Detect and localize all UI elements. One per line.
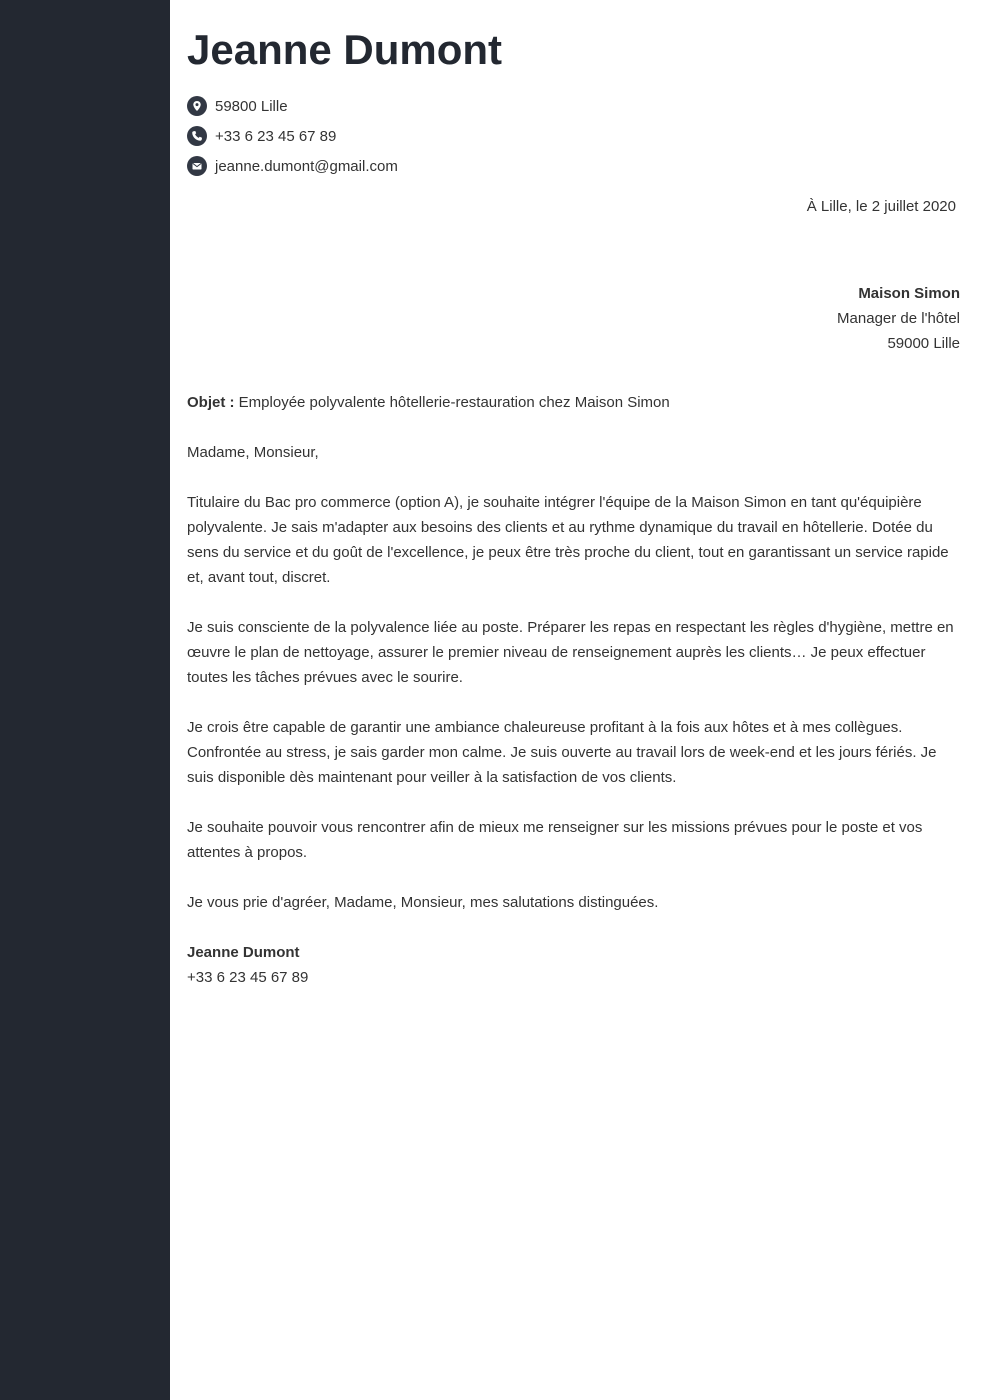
subject-text: Employée polyvalente hôtellerie-restauration chez Maison Simon — [238, 394, 670, 411]
sidebar — [0, 0, 170, 1400]
envelope-icon — [187, 156, 207, 176]
paragraph-2: Je suis consciente de la polyvalence liée au poste. Préparer les repas en respectant les règles d'hygiène, mettre en œuvre le plan de nettoyage, assurer le premier niveau de renseignement auprès les clients… Je peux effectuer toutes les tâches prévues avec le sourire. — [187, 619, 954, 686]
map-pin-icon — [187, 96, 207, 116]
recipient-block — [837, 281, 960, 356]
letter-date: À Lille, le 2 juillet 2020 — [806, 198, 956, 215]
phone-text: +33 6 23 45 67 89 — [215, 127, 337, 145]
paragraph-1: Titulaire du Bac pro commerce (option A), je souhaite intégrer l'équipe de la Maison Simon en tant qu'équipière polyvalente. Je sais m'adapter aux besoins des clients et au rythme dynamique du travail en hôtellerie. Dotée du sens du service et du goût de l'excellence, je peux être très proche du client, tout en garantissant un service rapide et, avant tout, discret. — [187, 494, 949, 586]
subject-line — [187, 390, 960, 415]
email-text: jeanne.dumont@gmail.com — [215, 157, 398, 175]
contact-address — [187, 91, 398, 121]
sender-name: Jeanne Dumont — [187, 26, 503, 73]
signature — [187, 940, 960, 990]
recipient-city: 59000 Lille — [887, 335, 960, 352]
phone-icon — [187, 126, 207, 146]
contact-phone — [187, 121, 398, 151]
paragraph-4: Je souhaite pouvoir vous rencontrer afin de mieux me renseigner sur les missions prévues pour le poste et vos attentes à propos. — [187, 819, 923, 861]
signature-name: Jeanne Dumont — [187, 944, 300, 961]
paragraph-3: Je crois être capable de garantir une ambiance chaleureuse profitant à la fois aux hôtes et à mes collègues. Confrontée au stress, je sais garder mon calme. Je suis ouverte au travail lors de week-end et les jours fériés. Je suis disponible dès maintenant pour veiller à la satisfaction de vos clients. — [187, 719, 937, 786]
address-text: 59800 Lille — [215, 97, 288, 115]
recipient-company: Maison Simon — [858, 285, 960, 302]
signature-phone: +33 6 23 45 67 89 — [187, 969, 309, 986]
recipient-role: Manager de l'hôtel — [837, 310, 960, 327]
contact-list — [187, 91, 398, 181]
contact-email — [187, 151, 398, 181]
subject-label: Objet : — [187, 394, 235, 411]
salutation: Madame, Monsieur, — [187, 444, 319, 461]
closing: Je vous prie d'agréer, Madame, Monsieur, mes salutations distinguées. — [187, 894, 659, 911]
letter-body — [187, 390, 960, 1015]
